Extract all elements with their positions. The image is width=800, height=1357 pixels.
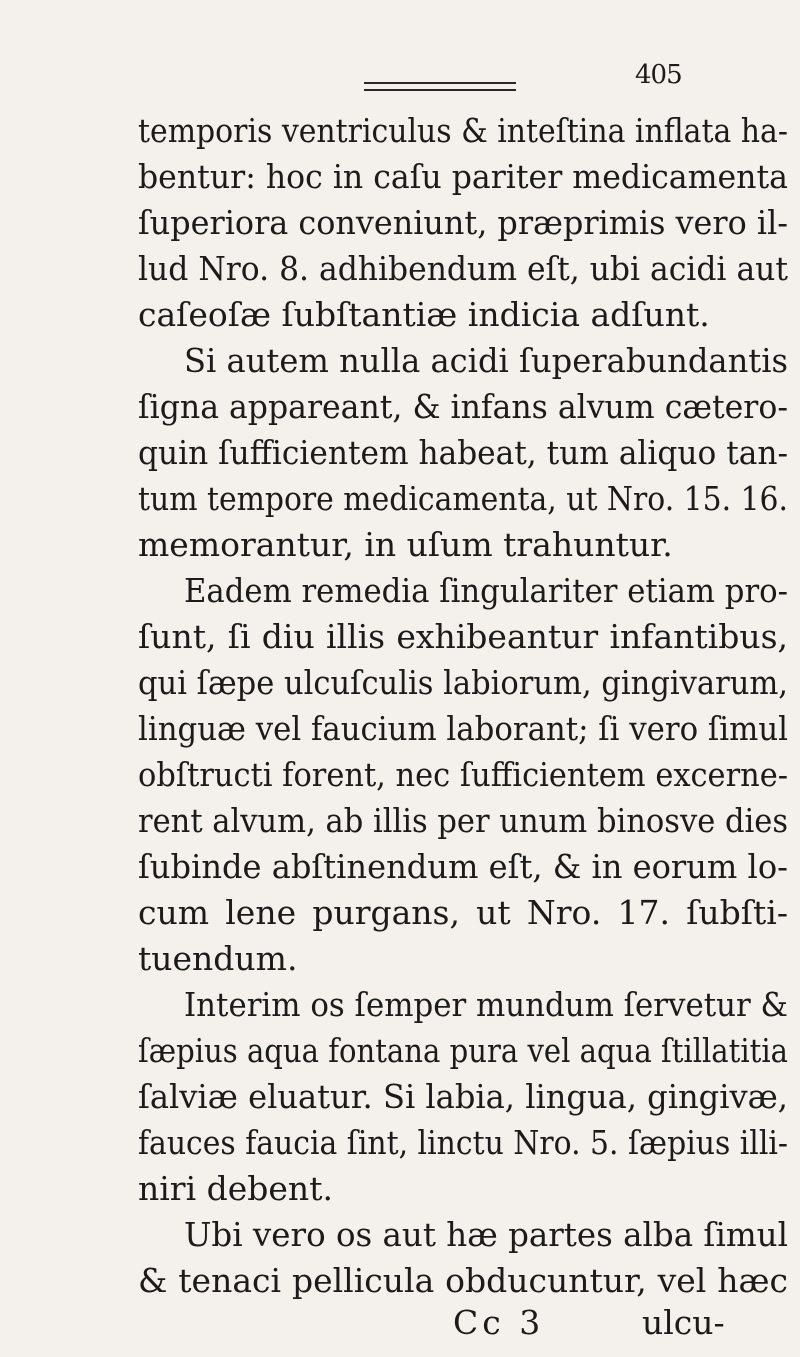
- text-line: qui ſæpe ulcuſculis labiorum, gingivarum,: [138, 663, 789, 702]
- text-line: Ubi vero os aut hæ partes alba ſimul: [184, 1215, 789, 1254]
- text-line: cum lene purgans, ut Nro. 17. ſubſti-: [138, 893, 788, 932]
- text-line: fauces faucia ſint, linctu Nro. 5. ſæpius illi-: [138, 1123, 789, 1162]
- catchword: ulcu-: [642, 1303, 725, 1342]
- text-line: Si autem nulla acidi ſuperabundantis: [184, 341, 789, 380]
- text-line: tuendum.: [138, 939, 298, 978]
- signature-mark: Cc 3: [453, 1303, 545, 1342]
- text-line: quin ſufficientem habeat, tum aliquo tan-: [138, 433, 789, 472]
- text-line: ſalviæ eluatur. Si labia, lingua, gingivæ,: [138, 1077, 788, 1116]
- text-line: obſtructi forent, nec ſufficientem excerne-: [138, 755, 789, 794]
- text-line: Interim os ſemper mundum ſervetur &: [184, 985, 788, 1024]
- page-number: 405: [635, 60, 682, 90]
- text-line: Eadem remedia ſingulariter etiam pro-: [184, 571, 789, 610]
- header-ornament-rule: [364, 82, 516, 91]
- text-line: ſunt, ſi diu illis exhibeantur infantibus,: [138, 617, 789, 656]
- text-line: caſeoſæ ſubſtantiæ indicia adſunt.: [138, 295, 710, 334]
- text-line: niri debent.: [138, 1169, 333, 1208]
- text-line: memorantur, in uſum trahuntur.: [138, 525, 673, 564]
- text-line: tum tempore medicamenta, ut Nro. 15. 16.: [138, 479, 789, 518]
- text-line: & tenaci pellicula obducuntur, vel hæc: [138, 1261, 789, 1300]
- text-line: linguæ vel faucium laborant; ſi vero ſimul: [138, 709, 789, 748]
- text-line: bentur: hoc in caſu pariter medicamenta: [138, 157, 788, 196]
- text-line: ſuperiora conveniunt, præprimis vero il-: [138, 203, 789, 242]
- text-line: ſubinde abſtinendum eſt, & in eorum lo-: [138, 847, 788, 886]
- text-line: temporis ventriculus & inteſtina inflata ha-: [138, 111, 788, 150]
- text-line: rent alvum, ab illis per unum binosve dies: [138, 801, 789, 840]
- text-line: lud Nro. 8. adhibendum eſt, ubi acidi aut: [138, 249, 788, 288]
- text-line: ſæpius aqua fontana pura vel aqua ſtillatitia: [138, 1031, 788, 1070]
- text-line: ſigna appareant, & infans alvum cætero-: [138, 387, 788, 426]
